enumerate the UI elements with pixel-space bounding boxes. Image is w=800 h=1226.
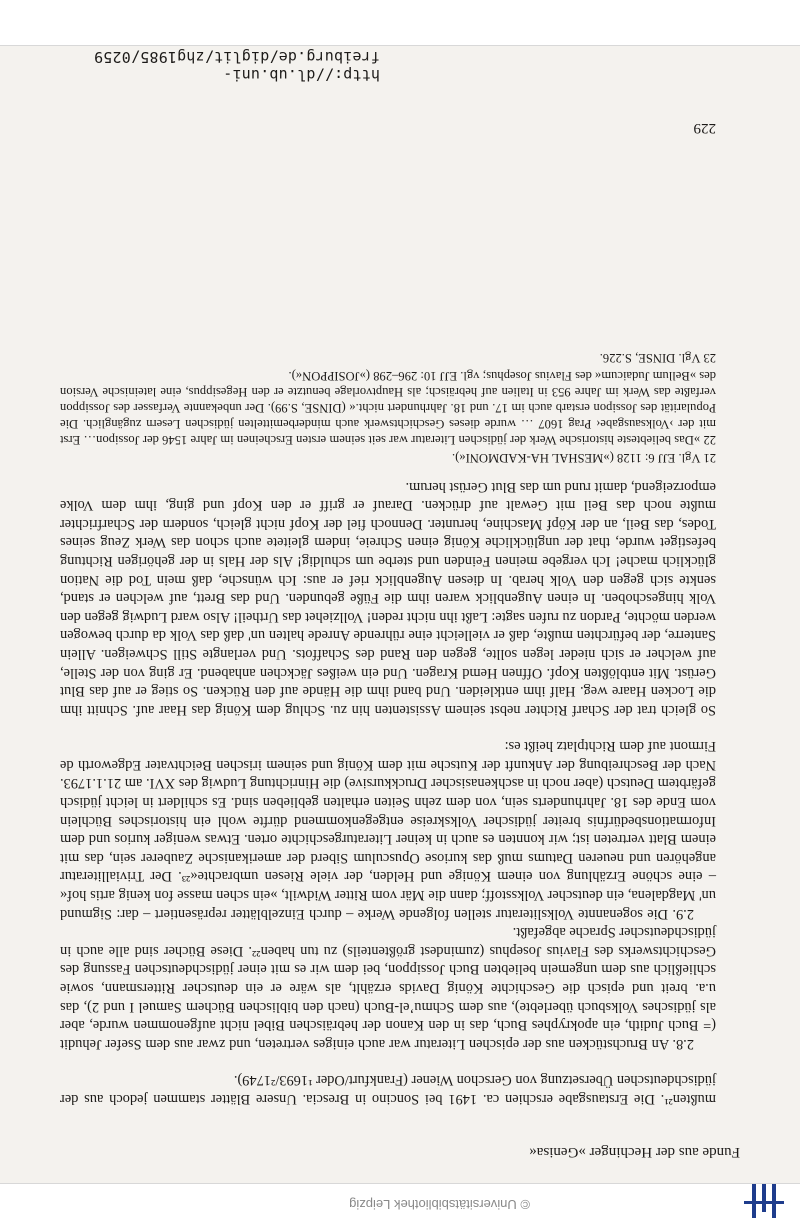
running-title: Funde aus der Hechinger »Genisa« — [529, 1144, 740, 1160]
footnote: 21 Vgl. EJJ 6: 1128 (»MESHAL HA-KADMONI«). — [452, 451, 716, 465]
watermark-library-left: © Universitätsbibliothek Leipzig — [349, 1197, 530, 1212]
quotation: So gleich trat der Scharf Richter nebst seinem Assistenten hin zu. Schlug dem König das Haar auf. Schnitt ihm die Locken Haare weg. Half ihm entkleiden. Und band ihm die Hände auf den Rücken. So stieg er auf das Blut Gerüst. Mit entblößten Kopf. Offnen Hemd Kragen. Und ein weißes Jäckchen anhabend. Er ging von der Stelle, auf welcher er sich nieder legen sollte, gegen den Rand des Schaffots. Und verlangte Still Schweigen. Allein Santerre, der befürchten mußte, daß er vielleicht eine rührende Anrede halten un' daß das Volk da durch bewogen werden möchte, Pardon zu rufen sagte: Laßt ihn nicht reden! Vollziehet das Urtheil! Also ward Ludwig gegen den Volk hingeschoben. In einen Augenblick waren ihm die Füße gebunden. Und das Brett, auf welchen er stand, senkte sich gegen den Volk herab. In diesen Augenblick rief er aus: Ich wünsche, daß mein Tod die Nation glücklich mache! Ich vergebe meinen Feinden und sterbe um schuldig! Als der Hals in der gehörigen Richtung befestiget wurde, that der unglückliche König einen Schreie, indem gleitete auch schon das Werk Zeug seines Todes, das Beil, an der Köpf Maschine, herunter. Dennoch fiel der Kopf nicht gleich, sondern der Scharfrichter mußte noch das Beil mit Gewalt auf drücken. Darauf er griff er den Kopf und ging, ihm dem Volke emporzeigend, damit rund um das Blut Gerüst herum. — [60, 478, 716, 718]
source-url[interactable]: http://dl.ub.uni-freiburg.de/diglit/zhg1985/0259 — [93, 48, 380, 84]
paragraph: mußten²¹. Die Erstausgabe erschien ca. 1491 bei Soncino in Brescia. Unsere Blätter stammen jedoch aus der jüdischdeutschen Übersetzung von Gerschon Wiener (Frankfurt/Oder ¹1693/²1749). — [60, 1072, 716, 1107]
footnote: 23 Vgl. DINSE, S.226. — [599, 351, 716, 365]
paragraph: 2.8. An Bruchstücken aus der epischen Literatur war auch einiges vertreten, und zwar aus dem Ssefer Jehudit (= Buch Judith, ein apokryphes Buch, das in den Kanon der hebräischen Bibel nicht aufgenommen wurde, aber als jüdisches Volksbuch überlebte), aus dem Schmuʼel-Buch (nach den biblischen Büchern Samuel I und 2), das u.a. breit und episch die Geschichte König Davids erzählt, als wäre er ein deutscher Rittersmann, sowie schließlich aus dem ungemein beliebten Buch Jossippon, bei dem wir es mit einer jüdischdeutschen Fassung des Geschichtswerks des Flavius Josephus (zumindest größtenteils) zu tun haben²². Diese Bücher sind alle auch in jüdischdeutscher Sprache abgefaßt. — [60, 924, 716, 1052]
paragraph: 2.9. Die sogenannte Volksliteratur stellen folgende Werke – durch Einzelblätter repräsentiert – dar: Sigmund un' Magdalena, ein deutscher Volksstoff; dann die Mär vom Ritter Widwilt, »ein schen masse fon kenig artis hof« – eine schöne Erzählung von einem Könige und Helden, der viele Riesen umbrachte«²³. Der Trivialliteratur angehören und neueren Datums muß das kuriose Opusculum Siberd der amerikanische Zauberer sein, das mit einem Blatt vertreten ist; wir konnten es auch in keiner Literaturgeschichte orten. Etwas weniger kurios und dem Informationsbedürfnis breiter jüdischer Volkskreise entgegenkommend dürfte wohl ein historisches Büchlein vom Ende des 18. Jahrhunderts sein, von dem zehn Seiten erhalten geblieben sind. Es schildert in leicht jüdisch gefärbtem Deutsch (aber noch in aschkenasischer Druckkursive) die Hinrichtung Ludwig des XVI. am 21.1.1793. Nach der Beschreibung der Ankunft der Kutsche mit dem König und seinem irischen Beichtvater Edgeworth de Firmont auf dem Richtplatz heißt es: — [60, 738, 716, 922]
ub-logo-icon — [744, 1184, 784, 1218]
page-number: 229 — [693, 120, 716, 136]
footnote: 22 »Das beliebteste historische Werk der jüdischen Literatur war seit seinem ersten Erscheinen im Jahre 1546 der Jossipon… Erst mit der ›Volksausgabe‹ Prag 1607 … wurde dieses Geschichtswerk auch minderbemittelten jüdischen Lesern zugänglich. Die Popularität des Jossipon erstarb auch im 17. und 18. Jahrhundert nicht.« (DINSE, S.99). Der unbekannte Verfasser des Jossippon verfaßte das Werk im Jahre 953 in Italien auf hebräisch; als Hauptvorlage benutzte er den Hegesippus, eine lateinische Version des »Bellum Judaicum« des Flavius Josephus; vgl. EJJ 10: 296–298 (»JOSIPPON«). — [60, 369, 716, 447]
footer-bar — [0, 1183, 800, 1226]
header-bar — [0, 0, 800, 46]
footnotes — [60, 348, 716, 466]
body-text — [60, 477, 716, 1108]
